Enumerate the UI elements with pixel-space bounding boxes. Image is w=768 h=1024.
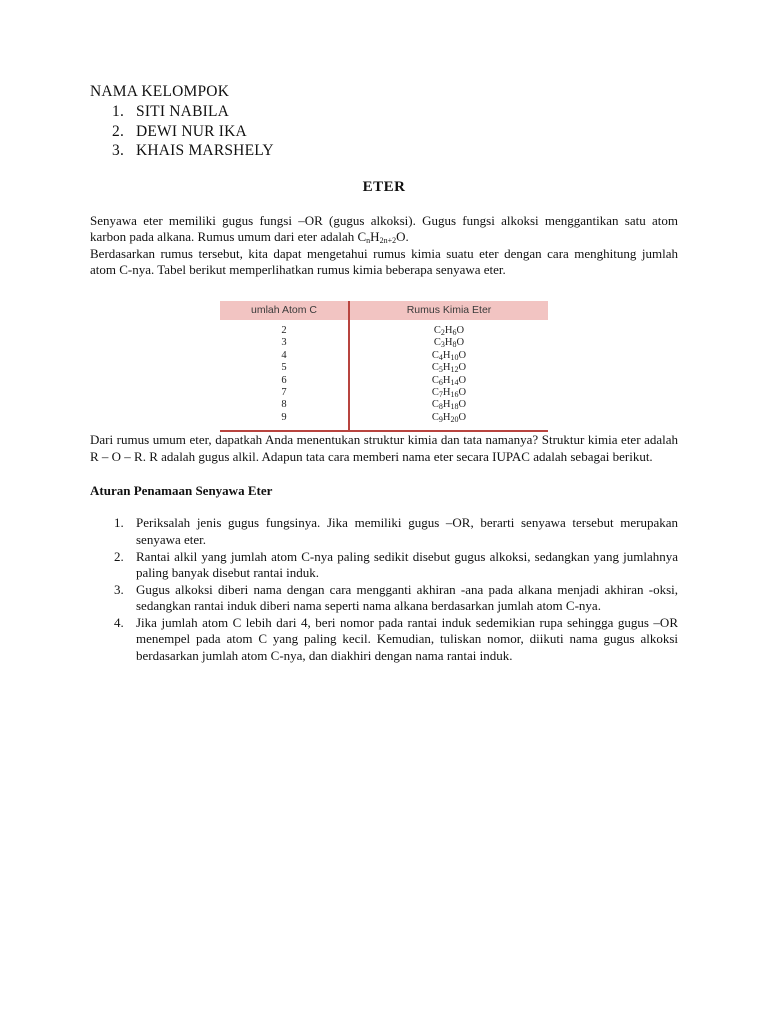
formula-c: C bbox=[431, 374, 439, 386]
intro-text: Senyawa eter memiliki gugus fungsi –OR (gugus alkoksi). Gugus fungsi alkoksi menggantikan satu atom karbon pada alkana. Rumus umum dari eter adalah bbox=[90, 212, 678, 245]
table-row bbox=[220, 399, 548, 411]
formula-h-subscript: 6 bbox=[452, 327, 457, 337]
formula-o: O. bbox=[396, 229, 409, 245]
formula-cell bbox=[349, 375, 548, 387]
atom-count-cell: 5 bbox=[220, 362, 349, 374]
formula-h: H bbox=[442, 399, 451, 411]
atom-count-cell: 9 bbox=[220, 412, 349, 430]
formula-c: C bbox=[431, 362, 439, 374]
formula-c-subscript: 7 bbox=[438, 389, 443, 399]
ether-table-container bbox=[220, 301, 548, 432]
formula-cell bbox=[349, 320, 548, 337]
ether-formula-table bbox=[220, 301, 548, 430]
table-row bbox=[220, 412, 548, 430]
formula-h: H bbox=[442, 362, 451, 374]
atom-count-cell: 2 bbox=[220, 320, 349, 337]
formula-c-subscript: 4 bbox=[438, 352, 443, 362]
formula-h: H bbox=[442, 386, 451, 398]
formula-c-subscript: 6 bbox=[438, 377, 443, 387]
formula-c-subscript: 2 bbox=[440, 327, 445, 337]
table-row bbox=[220, 337, 548, 349]
formula-h-subscript: 18 bbox=[450, 402, 459, 412]
formula-c-subscript: 9 bbox=[438, 414, 443, 424]
atom-count-cell: 6 bbox=[220, 375, 349, 387]
formula-h: H bbox=[444, 337, 453, 349]
member-item bbox=[90, 122, 678, 142]
formula-h: H bbox=[444, 324, 453, 336]
intro-paragraph-2: Berdasarkan rumus tersebut, kita dapat mengetahui rumus kimia suatu eter dengan cara menghitung jumlah atom C-nya. Tabel berikut memperlihatkan rumus kimia beberapa senyawa eter. bbox=[90, 245, 678, 278]
formula-c-subscript: 3 bbox=[440, 340, 445, 350]
rule-item bbox=[90, 515, 678, 548]
formula-h: H bbox=[442, 374, 451, 386]
document-page bbox=[90, 82, 678, 665]
formula-c: C bbox=[433, 324, 441, 336]
rule-text: Jika jumlah atom C lebih dari 4, beri nomor pada rantai induk sedemikian rupa sehingga gugus –OR menempel pada atom C yang paling kecil. Kemudian, tuliskan nomor, diikuti nama gugus alkoksi berdasarkan jumlah atom C-nya, dan diakhiri dengan nama rantai induk. bbox=[136, 614, 678, 664]
table-row bbox=[220, 320, 548, 337]
rule-item bbox=[90, 615, 678, 665]
member-item bbox=[90, 102, 678, 122]
formula-h: H bbox=[370, 229, 380, 245]
formula-c: C bbox=[357, 229, 367, 245]
structure-paragraph: Dari rumus umum eter, dapatkah Anda menentukan struktur kimia dan tata namanya? Struktur kimia eter adalah R – O – R. R adalah gugus alkil. Adapun tata cara memberi nama eter secara IUPAC adalah sebagai berikut. bbox=[90, 432, 678, 464]
formula-cell bbox=[349, 387, 548, 399]
formula-2n2-subscript: 2n+2 bbox=[379, 236, 397, 246]
member-name: DEWI NUR IKA bbox=[136, 122, 247, 140]
rule-number: 3. bbox=[114, 581, 124, 597]
formula-cell bbox=[349, 337, 548, 349]
table-row bbox=[220, 362, 548, 374]
atom-count-cell: 8 bbox=[220, 399, 349, 411]
table-row bbox=[220, 375, 548, 387]
table-row bbox=[220, 387, 548, 399]
formula-cell bbox=[349, 362, 548, 374]
member-name: SITI NABILA bbox=[136, 103, 230, 120]
header-atom-count: umlah Atom C bbox=[220, 301, 349, 320]
formula-c: C bbox=[433, 337, 441, 349]
table-header-row bbox=[220, 301, 548, 320]
formula-o: O bbox=[458, 399, 467, 411]
member-item bbox=[90, 141, 678, 161]
formula-c: C bbox=[431, 349, 439, 361]
formula-n-subscript: n bbox=[366, 236, 371, 246]
formula-h: H bbox=[442, 411, 451, 423]
table-bottom-rule bbox=[220, 430, 548, 432]
formula-h-subscript: 20 bbox=[450, 414, 459, 424]
formula-o: O bbox=[456, 337, 465, 349]
rules-heading: Aturan Penamaan Senyawa Eter bbox=[90, 483, 273, 499]
member-number: 1. bbox=[112, 103, 125, 120]
header-formula: Rumus Kimia Eter bbox=[349, 301, 548, 320]
table-row bbox=[220, 350, 548, 362]
atom-count-cell: 7 bbox=[220, 387, 349, 399]
intro-paragraph bbox=[90, 213, 678, 246]
atom-count-cell: 3 bbox=[220, 337, 349, 349]
rule-text: Rantai alkil yang jumlah atom C-nya paling sedikit disebut gugus alkoksi, sedangkan yang jumlahnya paling banyak disebut rantai induk. bbox=[136, 548, 678, 581]
formula-c: C bbox=[431, 399, 439, 411]
member-number: 2. bbox=[112, 122, 125, 140]
formula-o: O bbox=[458, 349, 467, 361]
formula-h-subscript: 14 bbox=[450, 377, 459, 387]
formula-c-subscript: 8 bbox=[438, 402, 443, 412]
rule-text: Periksalah jenis gugus fungsinya. Jika memiliki gugus –OR, berarti senyawa tersebut merupakan senyawa eter. bbox=[136, 515, 678, 547]
atom-count-cell: 4 bbox=[220, 350, 349, 362]
rule-text: Gugus alkoksi diberi nama dengan cara mengganti akhiran -ana pada alkana menjadi akhiran -oksi, sedangkan rantai induk diberi nama seperti nama alkana berdasarkan jumlah atom C-nya. bbox=[136, 581, 678, 614]
formula-o: O bbox=[456, 324, 465, 336]
formula-o: O bbox=[458, 386, 467, 398]
formula-o: O bbox=[458, 374, 467, 386]
formula-h-subscript: 8 bbox=[452, 340, 457, 350]
rule-item bbox=[90, 549, 678, 582]
formula-h-subscript: 10 bbox=[450, 352, 459, 362]
rule-number: 4. bbox=[114, 614, 124, 630]
formula-o: O bbox=[458, 362, 467, 374]
formula-c: C bbox=[431, 386, 439, 398]
formula-h-subscript: 16 bbox=[450, 389, 459, 399]
formula-h-subscript: 12 bbox=[450, 365, 459, 375]
document-title: ETER bbox=[362, 178, 406, 195]
rule-item bbox=[90, 582, 678, 615]
naming-rules-list bbox=[90, 515, 678, 664]
member-list bbox=[90, 102, 678, 161]
formula-c-subscript: 5 bbox=[438, 365, 443, 375]
member-name: KHAIS MARSHELY bbox=[136, 142, 274, 159]
table-body bbox=[220, 320, 548, 430]
formula-h: H bbox=[442, 349, 451, 361]
formula-o: O bbox=[458, 411, 467, 423]
formula-cell bbox=[349, 399, 548, 411]
general-formula bbox=[358, 229, 409, 244]
member-number: 3. bbox=[112, 142, 125, 159]
formula-cell bbox=[349, 412, 548, 430]
formula-cell bbox=[349, 350, 548, 362]
formula-c: C bbox=[431, 411, 439, 423]
rule-number: 1. bbox=[114, 515, 124, 531]
rule-number: 2. bbox=[114, 548, 124, 564]
group-title: NAMA KELOMPOK bbox=[90, 83, 230, 100]
